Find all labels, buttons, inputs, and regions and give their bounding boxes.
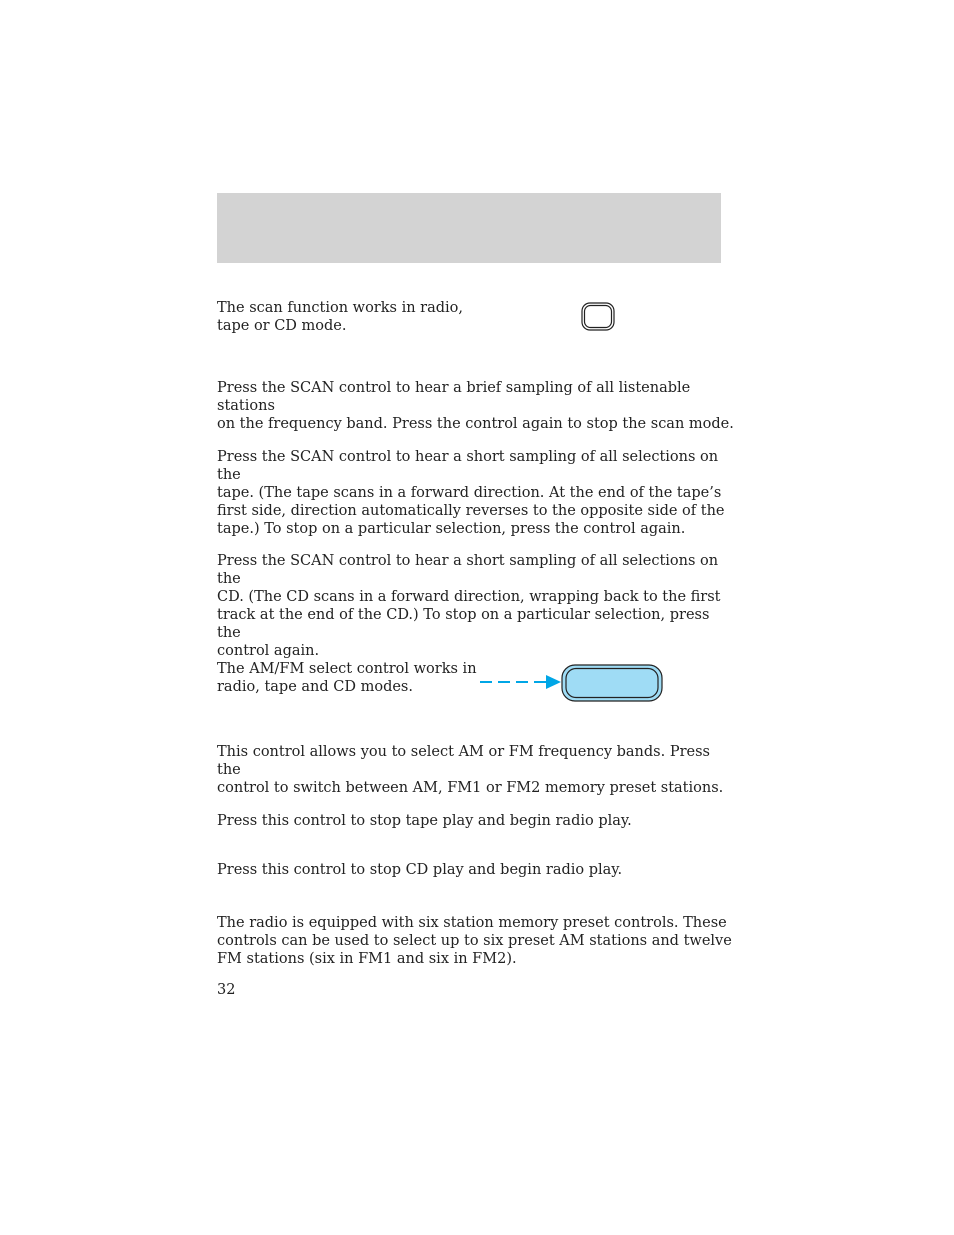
- amfm-intro-text: The AM/FM select control works in radio, tape and CD modes.: [217, 661, 477, 695]
- cd-stop-text: Press this control to stop CD play and begin radio play.: [217, 862, 623, 878]
- dashed-arrow-icon: [480, 675, 561, 689]
- amfm-button-icon: [478, 663, 664, 703]
- page-number: 32: [217, 982, 236, 998]
- scan-button-icon: [581, 302, 615, 331]
- presets-text: The radio is equipped with six station memory preset controls. These controls can be used to select up to six preset AM stations and twelve FM stations (six in FM1 and six in FM2).: [217, 915, 732, 967]
- scan-cd-text: Press the SCAN control to hear a short sampling of all selections on the CD. (The CD scans in a forward direction, wrapping back to the first track at the end of the CD.) To stop on a particular selection, press the control again.: [217, 553, 721, 659]
- amfm-description-text: This control allows you to select AM or FM frequency bands. Press the control to switch between AM, FM1 or FM2 memory preset stations.: [217, 744, 724, 796]
- scan-intro-text: The scan function works in radio, tape or CD mode.: [217, 300, 463, 334]
- tape-stop-text: Press this control to stop tape play and begin radio play.: [217, 813, 632, 829]
- scan-radio-text: Press the SCAN control to hear a brief sampling of all listenable stations on the frequency band. Press the control again to stop the scan mode.: [217, 380, 734, 432]
- section-header-band: [217, 193, 721, 263]
- scan-tape-text: Press the SCAN control to hear a short sampling of all selections on the tape. (The tape scans in a forward direction. At the end of the tape’s first side, direction automatically reverses to the opposite side of the tape.) To stop on a particular selection, press the control again.: [217, 449, 725, 537]
